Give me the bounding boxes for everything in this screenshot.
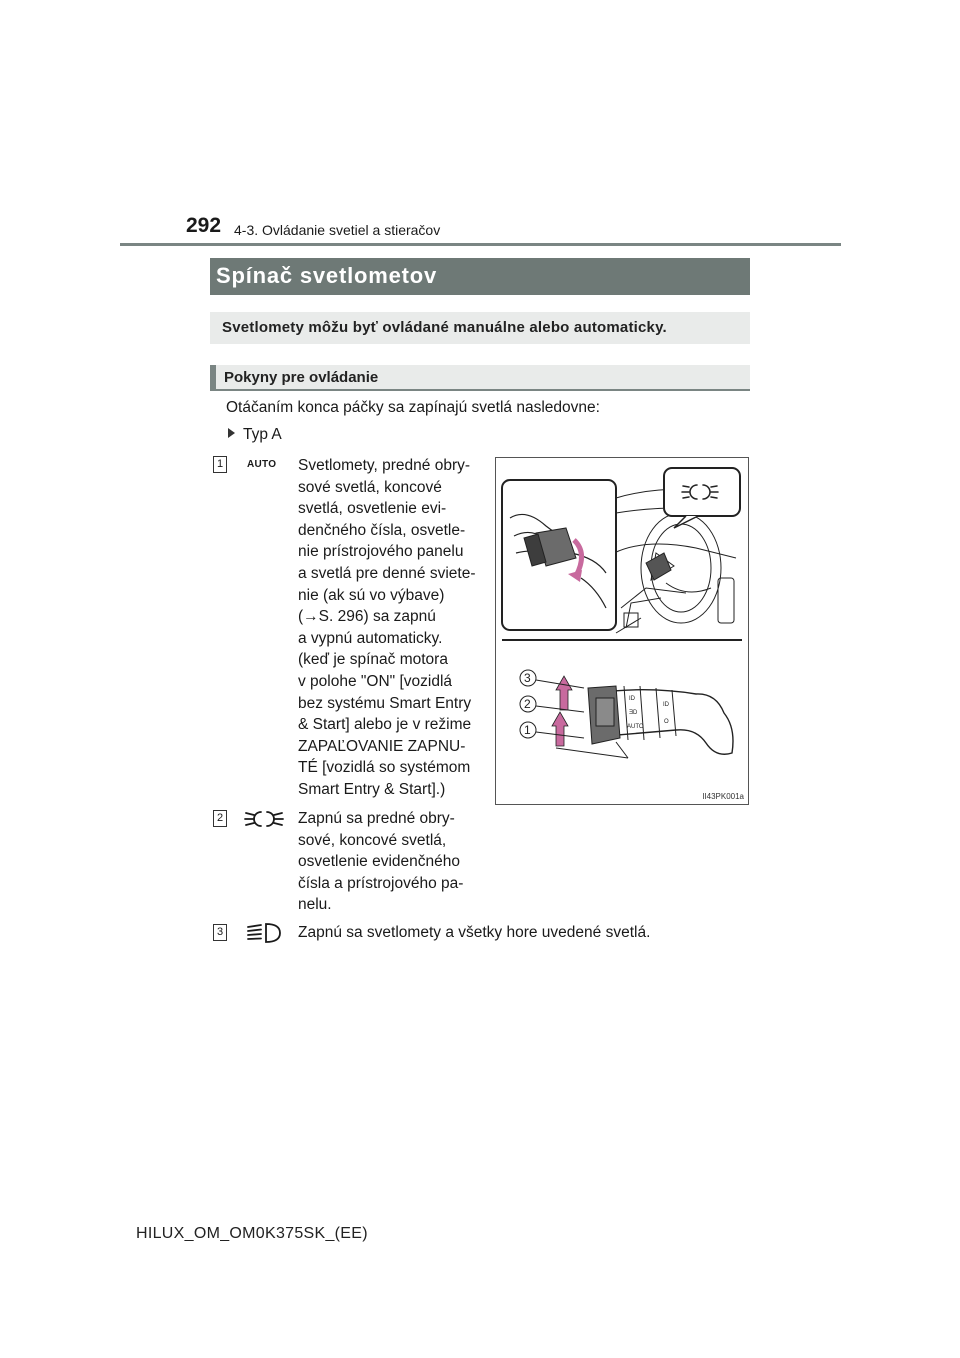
item-1-line: (→S. 296) sa zapnú (298, 608, 436, 626)
page-number: 292 (186, 214, 222, 237)
item-2-line: Zapnú sa predné obry- (298, 810, 455, 827)
item-1-line: nie prístrojového panelu (298, 543, 464, 561)
callout-2: 2 (524, 697, 531, 711)
svg-text:AUTO: AUTO (627, 724, 644, 730)
type-label: Typ A (243, 426, 282, 443)
svg-text:ƎD: ƎD (629, 710, 638, 716)
item-1-line: svetlá, osvetlenie evi- (298, 500, 447, 518)
parking-lights-icon (244, 808, 284, 830)
item-1-line: Smart Entry & Start].) (298, 780, 446, 798)
item-text-3: Zapnú sa svetlomety a všetky hore uvedené svetlá. (298, 924, 651, 941)
section-intro-bar (210, 312, 750, 344)
section-title-bar (210, 258, 750, 295)
figure-code: II43PK001a (702, 792, 744, 801)
item-2-line: osvetlenie evidenčného (298, 853, 461, 871)
headlight-switch-illustration (496, 458, 748, 804)
item-1-line: bez systému Smart Entry (298, 694, 472, 712)
svg-text:O: O (664, 719, 669, 725)
svg-text:ID: ID (663, 702, 669, 708)
item-1-line: a vypnú automaticky. (298, 629, 443, 647)
chapter-title: 4-3. Ovládanie svetiel a stieračov (234, 222, 441, 238)
svg-text:ID: ID (629, 696, 635, 702)
callout-1: 1 (524, 723, 531, 737)
callout-3: 3 (524, 671, 531, 685)
item-1-line: sové svetlá, koncové (298, 478, 442, 496)
headlight-icon (244, 921, 284, 945)
item-text-2 (298, 808, 480, 916)
item-1-line: nie (ak sú vo výbave) (298, 586, 445, 604)
item-1-line: denčného čísla, osvetle- (298, 521, 466, 539)
item-2-line: sové, koncové svetlá, (298, 831, 447, 849)
type-label-line (228, 426, 282, 444)
subsection-title: Pokyny pre ovládanie (224, 369, 379, 386)
item-1-line: ZAPAĽOVANIE ZAPNU- (298, 737, 466, 755)
subsection-accent (210, 365, 216, 391)
triangle-bullet-icon (228, 428, 235, 438)
item-number-3: 3 (213, 924, 227, 941)
item-1-line: Svetlomety, predné obry- (298, 457, 471, 474)
item-text-1 (298, 455, 480, 801)
item-1-line: v polohe "ON" [vozidlá (298, 672, 453, 690)
header-rule (120, 243, 841, 246)
item-1-line: & Start] alebo je v režime (298, 716, 472, 734)
item-2-line: nelu. (298, 896, 332, 914)
item-number-2: 2 (213, 810, 227, 827)
item-1-line: (keď je spínač motora (298, 651, 448, 669)
auto-icon: AUTO (247, 459, 277, 470)
lead-text: Otáčaním konca páčky sa zapínajú svetlá nasledovne: (226, 399, 600, 416)
illustration-figure (495, 457, 749, 805)
item-1-line: TÉ [vozidlá so systémom (298, 759, 471, 777)
section-title: Spínač svetlometov (216, 263, 438, 288)
item-number-1: 1 (213, 456, 227, 473)
item-1-line: a svetlá pre denné sviete- (298, 564, 476, 582)
document-id: HILUX_OM_OM0K375SK_(EE) (136, 1225, 368, 1242)
subsection-bar (210, 365, 750, 391)
item-2-line: čísla a prístrojového pa- (298, 874, 464, 892)
section-intro: Svetlomety môžu byť ovládané manuálne alebo automaticky. (222, 319, 667, 336)
